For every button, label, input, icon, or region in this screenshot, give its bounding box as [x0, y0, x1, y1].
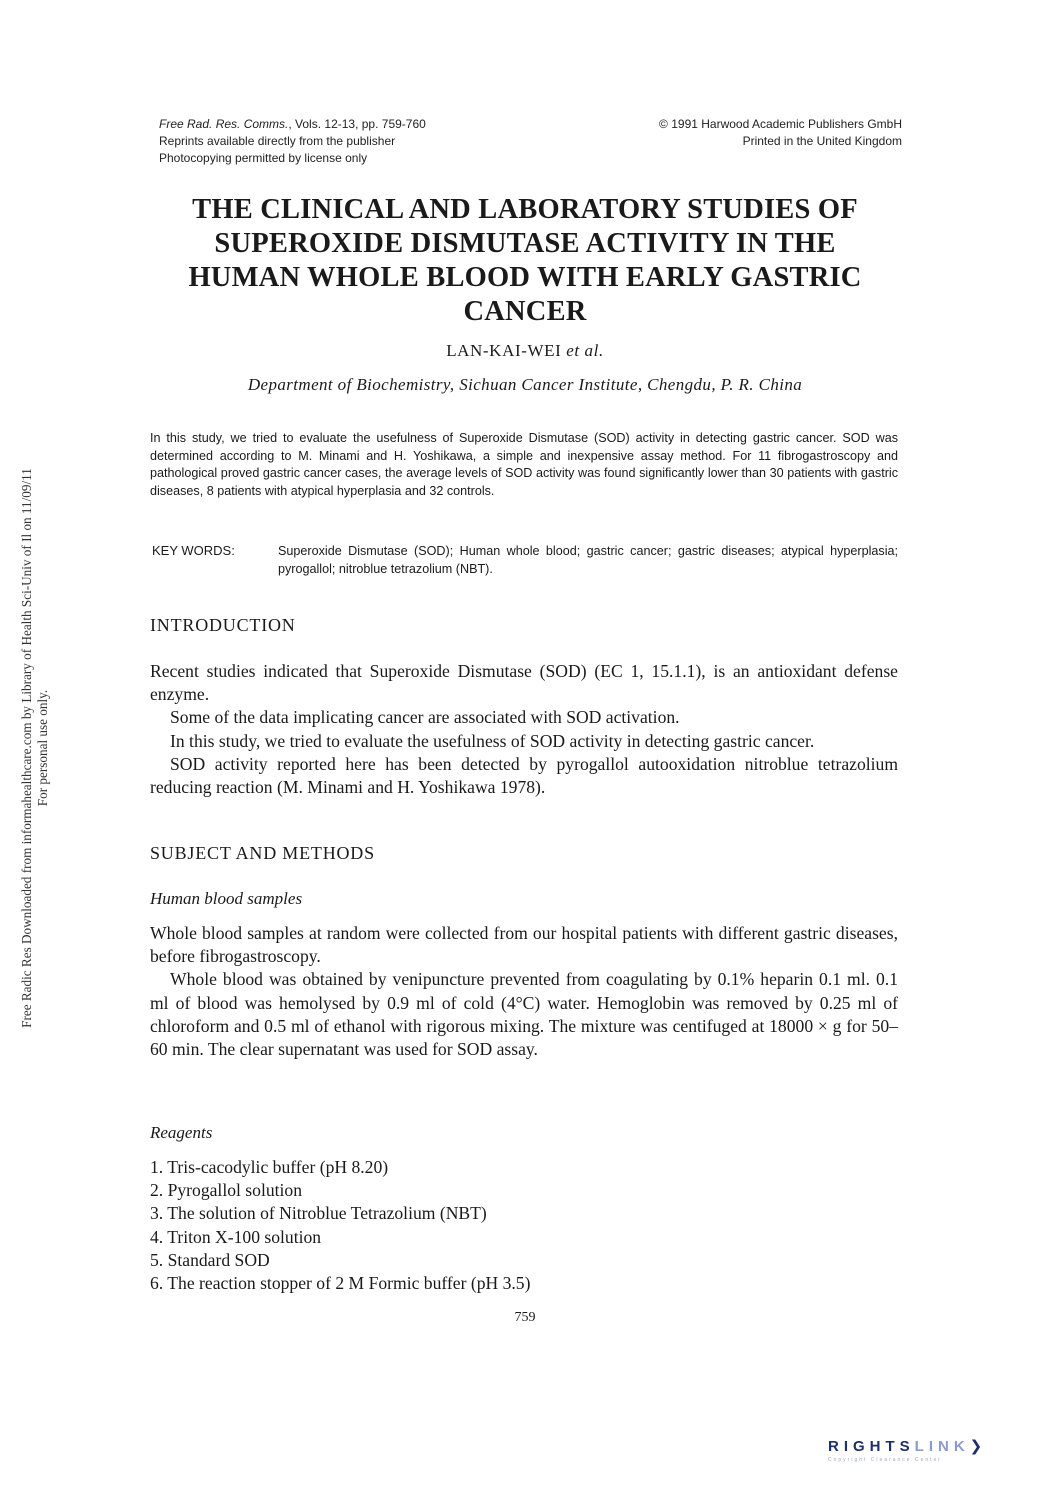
- page-number: 759: [514, 1310, 536, 1325]
- journal-name: Free Rad. Res. Comms.: [159, 117, 289, 131]
- author-name: LAN-KAI-WEI: [446, 341, 567, 360]
- paragraph: Whole blood samples at random were collected from our hospital patients with different gastric diseases, before fibrogastroscopy.: [150, 923, 898, 967]
- running-header-right: [659, 116, 902, 150]
- download-notice: [19, 388, 51, 1108]
- author-etal: et al.: [566, 341, 604, 360]
- reagents-list: [150, 1156, 530, 1295]
- reagents-subheading: Reagents: [150, 1123, 213, 1142]
- list-item: 2. Pyrogallol solution: [150, 1180, 302, 1201]
- download-notice-line: Free Radic Res Downloaded from informahealthcare.com by Library of Health Sci-Univ of Il on 11/09/11: [19, 468, 34, 1028]
- photocopying-note: Photocopying permitted by license only: [159, 151, 368, 165]
- list-item: 1. Tris-cacodylic buffer (pH 8.20): [150, 1157, 389, 1177]
- keywords-label: KEY WORDS:: [152, 543, 235, 558]
- affiliation: Department of Biochemistry, Sichuan Cancer Institute, Chengdu, P. R. China: [247, 375, 803, 394]
- printed-line: Printed in the United Kingdom: [742, 134, 902, 148]
- title-line: CANCER: [463, 296, 587, 327]
- abstract: In this study, we tried to evaluate the usefulness of Superoxide Dismutase (SOD) activity in detecting gastric cancer. SOD was determined according to M. Minami and H. Yoshikawa, a simple and inexpensive assay method. For 11 fibrogastroscopy and pathological proved gastric cancer cases, the average levels of SOD activity was found significantly lower than 30 patients with gastric diseases, 8 patients with atypical hyperplasia and 32 controls.: [150, 431, 898, 498]
- paragraph: Whole blood was obtained by venipuncture prevented from coagulating by 0.1% heparin 0.1 ml. 0.1 ml of blood was hemolysed by 0.9 ml of cold (4°C) water. Hemoglobin was removed by 0.25 ml of chloroform and 0.5 ml of ethanol with rigorous mixing. The mixture was centifuged at 18000 × g for 50–60 min. The clear supernatant was used for SOD assay.: [150, 969, 898, 1060]
- blood-samples-subheading: Human blood samples: [150, 889, 303, 908]
- logo-word-dark: RIGHTS: [828, 1438, 915, 1455]
- list-item: 4. Triton X-100 solution: [150, 1226, 322, 1247]
- paragraph: Recent studies indicated that Superoxide Dismutase (SOD) (EC 1, 15.1.1), is an antioxidant defense enzyme.: [150, 661, 898, 705]
- methods-heading: SUBJECT AND METHODS: [150, 843, 375, 863]
- rightslink-logo[interactable]: [828, 1437, 1038, 1477]
- volume-info: , Vols. 12-13, pp. 759-760: [288, 117, 426, 131]
- paragraph: SOD activity reported here has been detected by pyrogallol autooxidation nitroblue tetrazolium reducing reaction (M. Minami and H. Yoshikawa 1978).: [150, 753, 898, 798]
- keywords-text: Superoxide Dismutase (SOD); Human whole blood; gastric cancer; gastric diseases; atypical hyperplasia; pyrogallol; nitroblue tetrazolium (NBT).: [278, 544, 898, 576]
- chevron-right-icon: ❯: [969, 1438, 988, 1455]
- introduction-heading: INTRODUCTION: [150, 615, 296, 635]
- list-item: 6. The reaction stopper of 2 M Formic buffer (pH 3.5): [150, 1273, 531, 1294]
- list-item: 5. Standard SOD: [150, 1249, 270, 1270]
- title-line: THE CLINICAL AND LABORATORY STUDIES OF: [192, 194, 858, 225]
- reprints-note: Reprints available directly from the publisher: [159, 134, 396, 148]
- copyright-line: © 1991 Harwood Academic Publishers GmbH: [659, 117, 902, 131]
- blood-samples-body: [150, 922, 898, 1061]
- list-item: 3. The solution of Nitroblue Tetrazolium (NBT): [150, 1203, 487, 1224]
- running-header-left: [159, 116, 426, 167]
- introduction-body: [150, 660, 898, 799]
- title-line: SUPEROXIDE DISMUTASE ACTIVITY IN THE: [214, 228, 836, 259]
- paragraph: Some of the data implicating cancer are associated with SOD activation.: [170, 707, 680, 728]
- download-notice-line: For personal use only.: [35, 689, 50, 807]
- author-line: [150, 341, 900, 361]
- logo-tagline: Copyright Clearance Center: [828, 1457, 942, 1463]
- article-title: [150, 193, 900, 329]
- title-line: HUMAN WHOLE BLOOD WITH EARLY GASTRIC: [188, 262, 862, 293]
- paragraph: In this study, we tried to evaluate the usefulness of SOD activity in detecting gastric cancer.: [170, 730, 815, 751]
- logo-word-light: LINK: [914, 1438, 970, 1455]
